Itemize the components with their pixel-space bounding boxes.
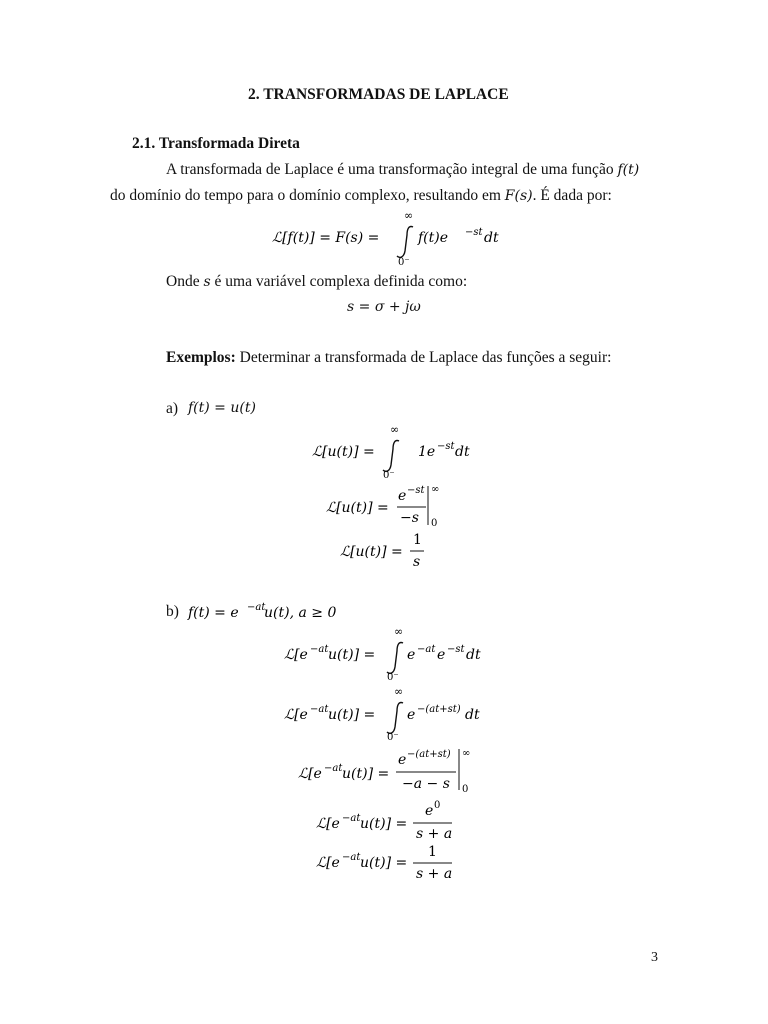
example-b-eq3-upper: ∞ bbox=[462, 748, 471, 759]
where-line bbox=[166, 273, 467, 291]
example-a-eq3-numerator: 1 bbox=[413, 532, 422, 548]
example-a-eq2-numerator: e bbox=[398, 488, 407, 504]
example-b-eq1-dt: dt bbox=[466, 647, 481, 663]
example-b-eq2-exp: −(at+st) bbox=[417, 704, 461, 715]
example-b-eq4-numerator-exp: 0 bbox=[434, 800, 441, 811]
intro-line-1-text: A transformada de Laplace é uma transformação integral de uma função bbox=[166, 161, 614, 178]
example-b-eq1-lhs-exp: −at bbox=[310, 644, 329, 655]
example-a-function: f(t) = u(t) bbox=[188, 400, 256, 416]
example-b-eq4-denominator: s + a bbox=[416, 826, 453, 842]
example-b-eq1-lhs-b: u(t)] = bbox=[328, 647, 376, 663]
example-b-derivation bbox=[0, 622, 768, 887]
example-a-eq1-lower-limit: 0⁻ bbox=[383, 470, 395, 481]
example-a-eq2-numerator-exponent: −st bbox=[407, 485, 425, 496]
intro-line-2-text: do domínio do tempo para o domínio complexo, resultando em bbox=[110, 187, 501, 204]
example-b-eq5-numerator: 1 bbox=[428, 844, 437, 860]
where-text-a: Onde bbox=[166, 273, 200, 290]
examples-text: Determinar a transformada de Laplace das funções a seguir: bbox=[239, 349, 612, 366]
example-b-eq2-lhs-exp: −at bbox=[310, 704, 329, 715]
intro-math-f: f(t) bbox=[617, 162, 640, 178]
example-b-eq2-upper-limit: ∞ bbox=[394, 685, 404, 698]
example-a-eq3-lhs: ℒ[u(t)] = bbox=[340, 544, 403, 560]
example-b-eq1-e1: e bbox=[407, 647, 416, 663]
section-title: 2.1. Transformada Direta bbox=[132, 135, 300, 152]
example-b-eq3-numerator: e bbox=[398, 752, 407, 768]
example-b-func-b: u(t), a ≥ 0 bbox=[264, 605, 337, 621]
example-b-eq1-e2: e bbox=[437, 647, 446, 663]
example-a-eq2-lower: 0 bbox=[431, 518, 438, 529]
example-b-eq2-dt: dt bbox=[465, 707, 480, 723]
chapter-title: 2. TRANSFORMADAS DE LAPLACE bbox=[248, 86, 509, 103]
definition-dt: dt bbox=[484, 230, 499, 246]
example-b-eq1-upper-limit: ∞ bbox=[394, 625, 404, 638]
intro-line-2-tail: . É dada por: bbox=[532, 187, 612, 204]
example-a-eq1-dt: dt bbox=[455, 444, 470, 460]
example-b-eq1-lower-limit: 0⁻ bbox=[387, 672, 399, 683]
example-a-derivation bbox=[0, 420, 768, 580]
intro-math-F: F(s) bbox=[504, 188, 533, 204]
example-a-eq3-denominator: s bbox=[413, 554, 421, 570]
example-b-eq4-lhs-a: ℒ[e bbox=[316, 816, 340, 832]
example-b-eq2-integral-sign bbox=[387, 702, 403, 733]
example-b-eq1-integral-sign bbox=[387, 642, 403, 673]
examples-label: Exemplos: bbox=[166, 349, 236, 366]
page-number: 3 bbox=[651, 950, 658, 965]
definition-lower-limit: 0⁻ bbox=[398, 257, 410, 267]
example-b-eq3-lhs-a: ℒ[e bbox=[298, 766, 322, 782]
intro-line-2 bbox=[110, 187, 612, 205]
example-a-eq1-lhs: ℒ[u(t)] = bbox=[312, 444, 375, 460]
example-b-eq4-lhs-b: u(t)] = bbox=[360, 816, 408, 832]
example-a-eq1-exponent: −st bbox=[437, 441, 455, 452]
example-a-eq1-integral-sign bbox=[383, 440, 399, 471]
example-b-eq2-lhs-a: ℒ[e bbox=[284, 707, 308, 723]
example-b-eq2-lhs-b: u(t)] = bbox=[328, 707, 376, 723]
example-b-eq5-lhs-exp: −at bbox=[342, 852, 361, 863]
intro-line-1 bbox=[166, 161, 639, 179]
example-b-func-a: f(t) = e bbox=[188, 605, 239, 621]
example-a-label: a) bbox=[166, 400, 179, 417]
example-b-eq3-lhs-exp: −at bbox=[324, 763, 343, 774]
example-b-eq3-lower: 0 bbox=[462, 784, 469, 795]
example-b-eq1-lhs-a: ℒ[e bbox=[284, 647, 308, 663]
example-b-eq4-numerator: e bbox=[425, 803, 434, 819]
example-a-eq2-denominator: −s bbox=[400, 510, 419, 526]
example-b-eq1-exp2: −st bbox=[447, 644, 465, 655]
example-b-eq5-lhs-b: u(t)] = bbox=[360, 855, 408, 871]
example-b-func-exp: −at bbox=[247, 602, 266, 613]
example-b-eq5-denominator: s + a bbox=[416, 866, 453, 882]
definition-integrand: f(t)e bbox=[418, 230, 449, 246]
example-b-eq4-lhs-exp: −at bbox=[342, 813, 361, 824]
definition-integral-sign bbox=[397, 226, 413, 257]
s-definition-formula: s = σ + jω bbox=[347, 299, 421, 315]
example-b-eq5-lhs-a: ℒ[e bbox=[316, 855, 340, 871]
example-b-eq1-exp1: −at bbox=[417, 644, 436, 655]
where-text-b: é uma variável complexa definida como: bbox=[214, 273, 468, 290]
definition-upper-limit: ∞ bbox=[404, 209, 414, 222]
example-b-eq3-numerator-exp: −(at+st) bbox=[407, 749, 451, 760]
example-a-eq2-upper: ∞ bbox=[431, 484, 440, 495]
definition-exponent: −st bbox=[465, 227, 483, 238]
where-var-s: s bbox=[203, 274, 211, 290]
example-b-eq2-lower-limit: 0⁻ bbox=[387, 732, 399, 743]
example-b-eq2-e: e bbox=[407, 707, 416, 723]
example-b-eq3-lhs-b: u(t)] = bbox=[342, 766, 390, 782]
example-a-eq1-integrand: 1e bbox=[418, 444, 436, 460]
example-a-eq2-lhs: ℒ[u(t)] = bbox=[326, 500, 389, 516]
examples-intro bbox=[166, 349, 611, 367]
example-b-eq3-denominator: −a − s bbox=[402, 776, 450, 792]
example-b-function bbox=[180, 598, 380, 624]
definition-lhs: ℒ[f(t)] = F(s) = bbox=[272, 230, 380, 246]
example-b-label: b) bbox=[166, 603, 179, 620]
example-a-eq1-upper-limit: ∞ bbox=[390, 423, 400, 436]
definition-equation bbox=[0, 205, 768, 267]
